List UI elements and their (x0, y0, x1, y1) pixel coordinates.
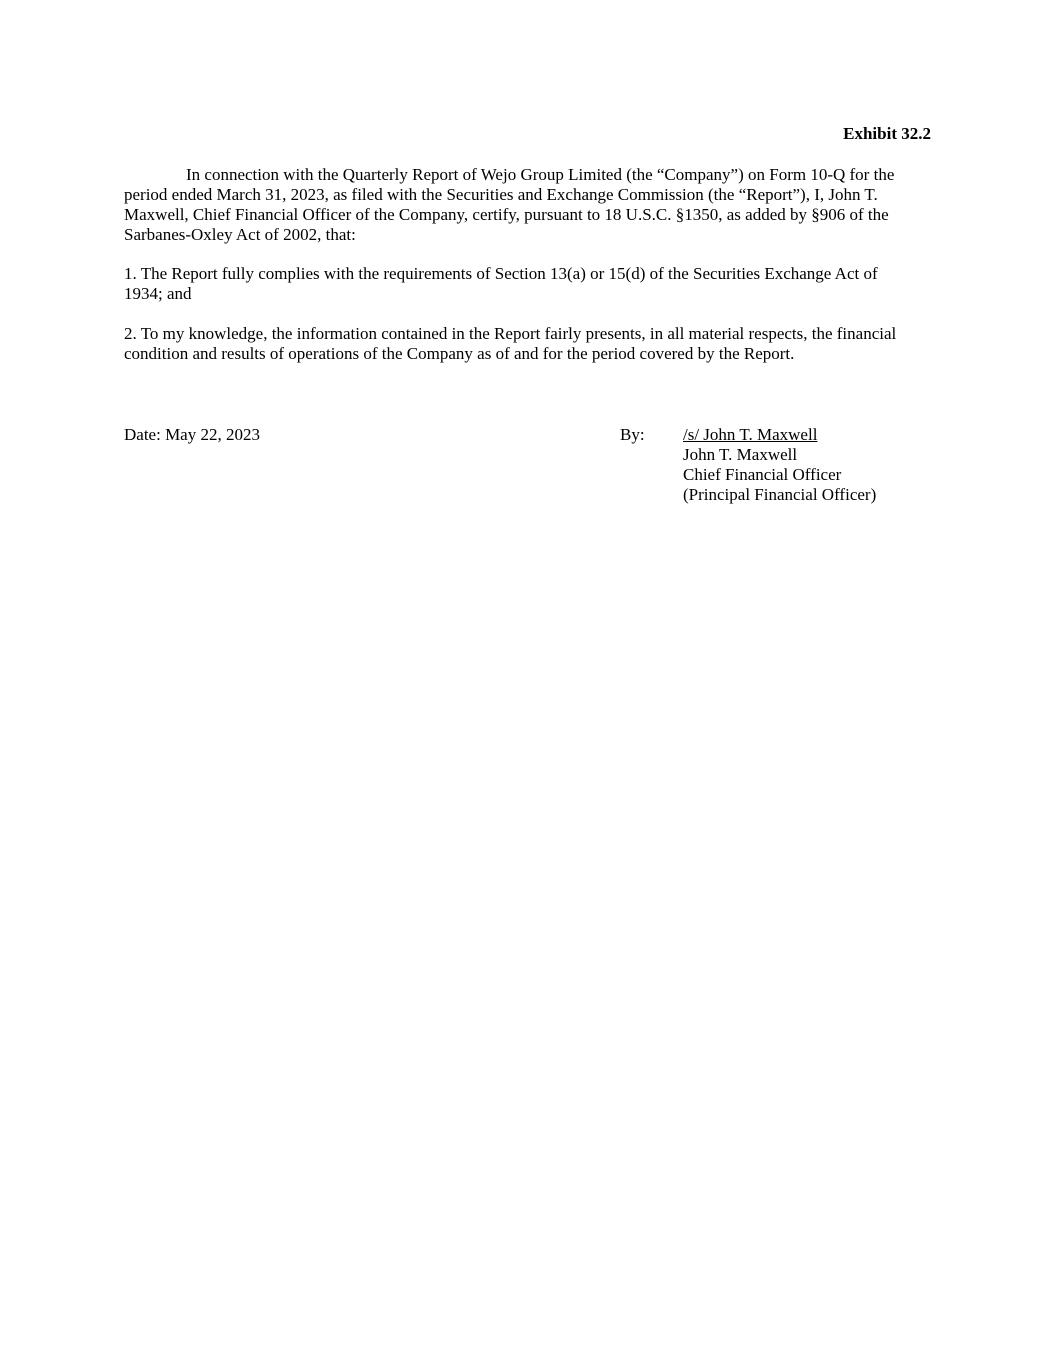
intro-paragraph: In connection with the Quarterly Report of Wejo Group Limited (the “Company”) on Form 10-Q for the period ended March 31, 2023, as filed with the Securities and Exchange Commission (the “Report”), I, John T. Maxwell, Chief Financial Officer of the Company, certify, pursuant to 18 U.S.C. §1350, as added by §906 of the Sarbanes-Oxley Act of 2002, that: (124, 165, 895, 244)
signer-capacity: (Principal Financial Officer) (683, 485, 877, 504)
certification-item-1: 1. The Report fully complies with the requirements of Section 13(a) or 15(d) of the Securities Exchange Act of 1934; and (124, 264, 878, 303)
signature-date: Date: May 22, 2023 (124, 425, 260, 444)
signer-name: John T. Maxwell (683, 445, 798, 464)
by-label: By: (620, 425, 645, 444)
signer-title: Chief Financial Officer (683, 465, 842, 484)
signature-line: /s/ John T. Maxwell (683, 425, 818, 444)
exhibit-heading: Exhibit 32.2 (843, 124, 931, 143)
signature-block (683, 425, 876, 505)
certification-item-2: 2. To my knowledge, the information contained in the Report fairly presents, in all material respects, the financial condition and results of operations of the Company as of and for the period covered by the Report. (124, 324, 897, 363)
